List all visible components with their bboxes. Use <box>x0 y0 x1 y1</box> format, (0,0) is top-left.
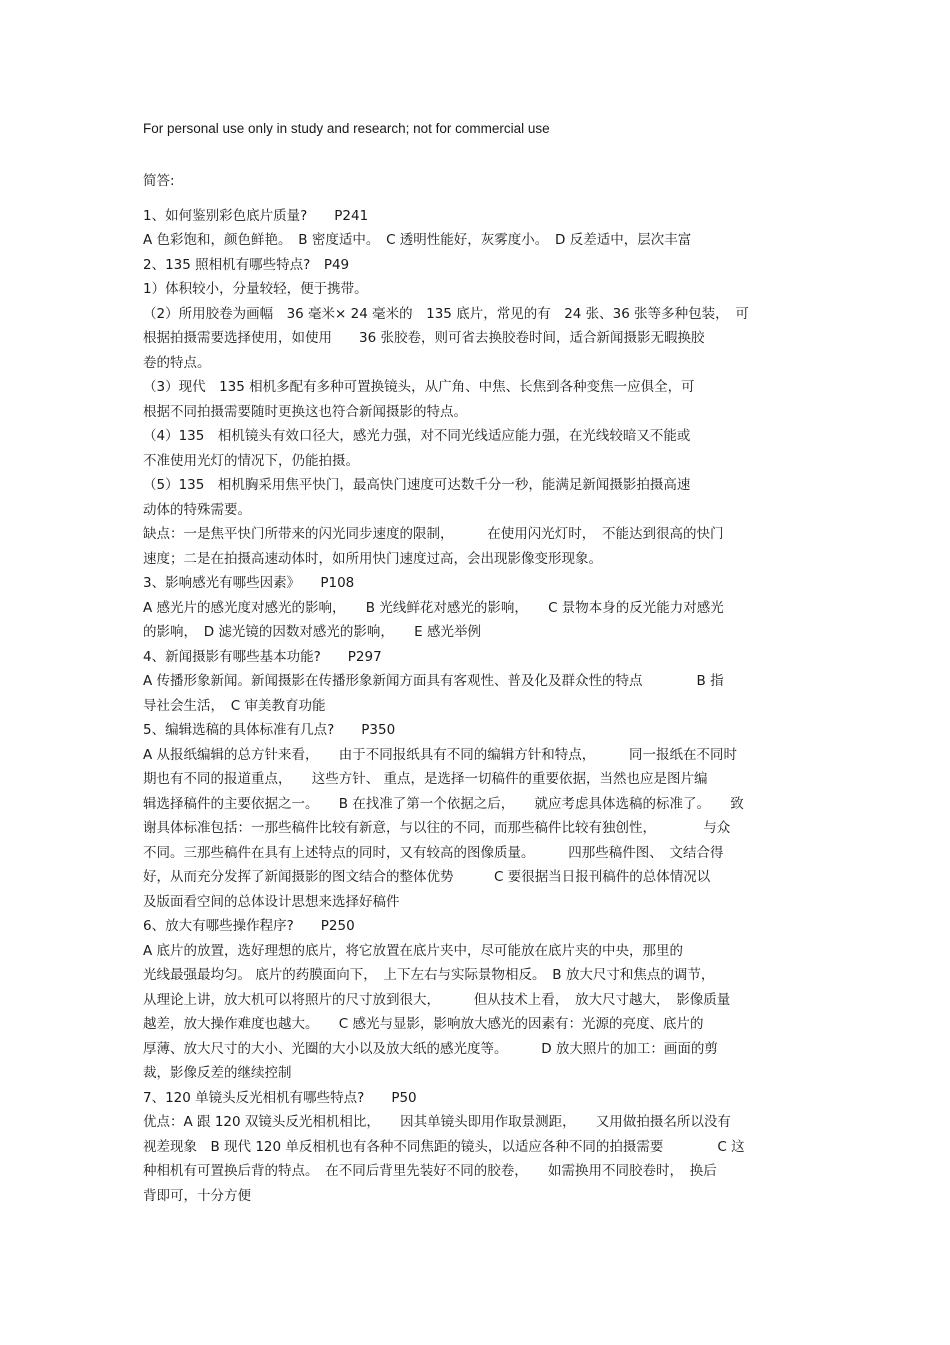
text-line: 谢具体标准包括：一那些稿件比较有新意，与以往的不同，而那些稿件比较有独创性， 与众 <box>143 820 731 836</box>
text-line: 5、编辑选稿的具体标准有几点? P350 <box>143 722 396 738</box>
text-line: 越差，放大操作难度也越大。 C 感光与显影，影响放大感光的因素有：光源的亮度、底片的 <box>143 1016 704 1032</box>
text-line: A 传播形象新闻。新闻摄影在传播形象新闻方面具有客观性、普及化及群众性的特点 B 指 <box>143 673 724 689</box>
text-line: 1）体积较小，分量较轻，便于携带。 <box>143 281 368 297</box>
text-line: 卷的特点。 <box>143 354 211 371</box>
text-line: （4）135 相机镜头有效口径大，感光力强，对不同光线适应能力强，在光线较暗又不能或 <box>143 428 691 444</box>
text-line: 根据拍摄需要选择使用，如使用 36 张胶卷，则可省去换胶卷时间，适合新闻摄影无暇换胶 <box>143 330 705 346</box>
text-line: 导社会生活， C 审美教育功能 <box>143 697 326 714</box>
text-line: 缺点：一是焦平快门所带来的闪光同步速度的限制， 在使用闪光灯时， 不能达到很高的快门 <box>143 526 724 542</box>
text-line: 2、135 照相机有哪些特点? P49 <box>143 256 350 273</box>
text-line: 动体的特殊需要。 <box>143 501 251 518</box>
text-line: 不准使用光灯的情况下，仍能拍摄。 <box>143 452 359 469</box>
text-line: 1、如何鉴别彩色底片质量? P241 <box>143 207 369 224</box>
text-line: 4、新闻摄影有哪些基本功能? P297 <box>143 648 382 665</box>
text-line: 背即可，十分方便 <box>143 1187 251 1204</box>
text-line: 从理论上讲，放大机可以将照片的尺寸放到很大， 但从技术上看， 放大尺寸越大， 影像质量 <box>143 991 731 1008</box>
text-line: 及版面看空间的总体设计思想来选择好稿件 <box>143 893 400 910</box>
text-line: 厚薄、放大尺寸的大小、光圈的大小以及放大纸的感光度等。 D 放大照片的加工：画面的剪 <box>143 1040 718 1057</box>
text-line: 3、影响感光有哪些因素》 P108 <box>143 575 355 591</box>
text-line: 期也有不同的报道重点， 这些方针、 重点，是选择一切稿件的重要依据，当然也应是图片编 <box>143 771 708 787</box>
text-line: A 色彩饱和，颜色鲜艳。 B 密度适中。 C 透明性能好，灰雾度小。 D 反差适中，层次丰富 <box>143 232 692 248</box>
line-spacer <box>143 194 813 204</box>
text-line: 速度；二是在拍摄高速动体时，如所用快门速度过高，会出现影像变形现象。 <box>143 550 602 567</box>
text-line: （3）现代 135 相机多配有多种可置换镜头，从广角、中焦、长焦到各种变焦一应俱全，可 <box>143 379 695 395</box>
document-body <box>143 169 813 1208</box>
text-line: 优点：A 跟 120 双镜头反光相机相比， 因其单镜头即用作取景测距， 又用做拍摄名所以没有 <box>143 1114 731 1130</box>
text-line: A 感光片的感光度对感光的影响， B 光线鲜花对感光的影响， C 景物本身的反光能力对感光 <box>143 599 724 616</box>
text-line: 6、放大有哪些操作程序? P250 <box>143 918 355 934</box>
text-line: 种相机有可置换后背的特点。 在不同后背里先装好不同的胶卷， 如需换用不同胶卷时， 换后 <box>143 1163 717 1179</box>
text-line: （2）所用胶卷为画幅 36 毫米× 24 毫米的 135 底片，常见的有 24 张、36 张等多种包装， 可 <box>143 305 749 322</box>
text-line: 7、120 单镜头反光相机有哪些特点? P50 <box>143 1089 417 1106</box>
text-line: 光线最强最均匀。 底片的药膜面向下， 上下左右与实际景物相反。 B 放大尺寸和焦点的调节， <box>143 967 715 983</box>
text-line: 的影响， D 滤光镜的因数对感光的影响， E 感光举例 <box>143 624 482 640</box>
text-line: 不同。三那些稿件在具有上述特点的同时，又有较高的图像质量。 四那些稿件图、 文结合得 <box>143 844 724 861</box>
text-line: 简答: <box>143 173 175 189</box>
text-line: A 底片的放置，选好理想的底片，将它放置在底片夹中，尽可能放在底片夹的中央，那里的 <box>143 942 684 959</box>
text-line: 好，从而充分发挥了新闻摄影的图文结合的整体优势 C 要很据当日报刊稿件的总体情况以 <box>143 869 711 885</box>
text-line: 辑选择稿件的主要依据之一。 B 在找准了第一个依据之后， 就应考虑具体选稿的标准了。 致 <box>143 795 744 812</box>
text-line: 根据不同拍摄需要随时更换这也符合新闻摄影的特点。 <box>143 403 467 420</box>
text-line: 视差现象 B 现代 120 单反相机也有各种不同焦距的镜头，以适应各种不同的拍摄需要 C 这 <box>143 1138 745 1155</box>
text-line: （5）135 相机胸采用焦平快门，最高快门速度可达数千分一秒，能满足新闻摄影拍摄高速 <box>143 477 691 493</box>
text-line: A 从报纸编辑的总方针来看， 由于不同报纸具有不同的编辑方针和特点， 同一报纸在不同时 <box>143 746 738 763</box>
text-line: 裁，影像反差的继续控制 <box>143 1065 292 1081</box>
disclaimer-text: For personal use only in study and research; not for commercial use <box>143 121 550 136</box>
